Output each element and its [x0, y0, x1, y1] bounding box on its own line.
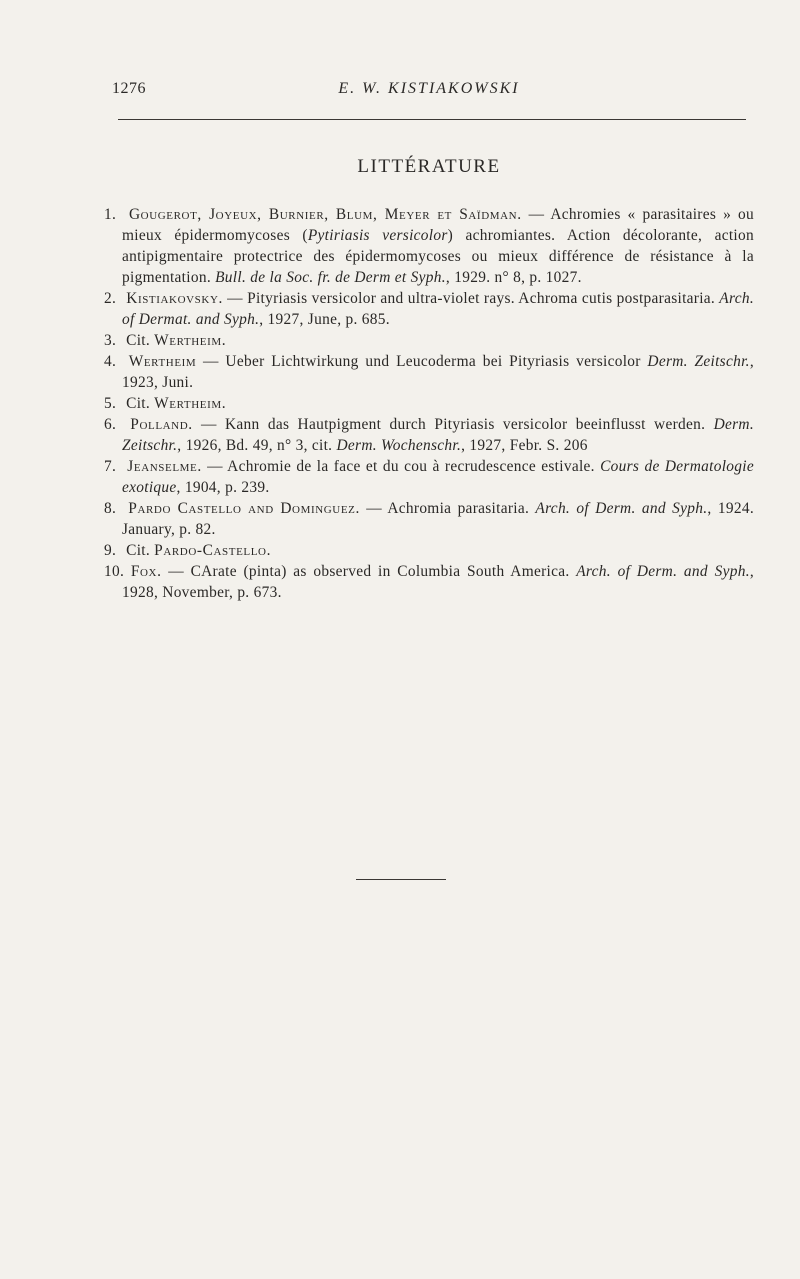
reference-number: 9.: [104, 542, 117, 559]
reference-text: ) achromiantes. Action décolorante, action antipigmentaire protectrice des épidermomycoses ou mieux différence de résistance à la pigmentation.: [122, 227, 754, 286]
reference-item: [104, 330, 754, 351]
reference-authors: Pardo Castello and Dominguez.: [128, 500, 360, 517]
reference-number: 5.: [104, 395, 117, 412]
reference-journal: Derm. Zeitschr.: [647, 353, 750, 370]
reference-item: [104, 456, 754, 498]
reference-item: [104, 288, 754, 330]
reference-cited-author: Pardo-Castello.: [154, 542, 272, 559]
reference-authors: Fox.: [130, 563, 162, 580]
reference-text: , 1926, Bd. 49, n° 3, cit.: [177, 437, 337, 454]
reference-authors: Wertheim: [128, 353, 197, 370]
reference-text: — Pityriasis versicolor and ultra-violet rays. Achroma cutis postparasitaria.: [222, 290, 720, 307]
reference-item: [104, 351, 754, 393]
reference-item: [104, 540, 754, 561]
reference-text: , 1927, June, p. 685.: [259, 311, 390, 328]
reference-journal: Arch. of Derm. and Syph.: [576, 563, 750, 580]
reference-authors: Polland.: [130, 416, 193, 433]
reference-text: — CArate (pinta) as observed in Columbia South America.: [161, 563, 577, 580]
reference-number: 4.: [104, 353, 117, 370]
page-number: 1276: [112, 80, 146, 97]
reference-journal: Cours de Dermatologie exotique: [122, 458, 754, 496]
reference-text: — Achromies « parasitaires » ou mieux épidermomycoses (: [122, 206, 754, 244]
reference-journal: Arch. of Derm. and Syph.: [535, 500, 708, 517]
reference-number: 2.: [104, 290, 117, 307]
reference-text: , 1904, p. 239.: [176, 479, 270, 496]
reference-text: — Kann das Hautpigment durch Pityriasis versicolor beeinflusst werden.: [192, 416, 714, 433]
reference-italic: Pytiriasis versicolor: [307, 227, 448, 244]
reference-number: 7.: [104, 458, 117, 475]
reference-journal: Derm. Wochenschr.: [336, 437, 462, 454]
reference-item: [104, 498, 754, 540]
reference-authors: Jeanselme.: [127, 458, 202, 475]
reference-journal: Derm. Zeitschr.: [122, 416, 754, 454]
reference-authors: Gougerot, Joyeux, Burnier, Blum, Meyer et Saïdman.: [128, 206, 522, 223]
reference-cited-author: Wertheim.: [154, 395, 227, 412]
reference-text: — Achromia parasitaria.: [359, 500, 536, 517]
reference-text: Cit.: [126, 542, 155, 559]
reference-number: 6.: [104, 416, 117, 433]
reference-text: , 1924. January, p. 82.: [122, 500, 754, 538]
reference-number: 8.: [104, 500, 117, 517]
reference-cited-author: Wertheim.: [154, 332, 227, 349]
reference-journal: Bull. de la Soc. fr. de Derm et Syph.: [215, 269, 446, 286]
reference-number: 3.: [104, 332, 117, 349]
reference-text: Cit.: [126, 395, 155, 412]
reference-text: , 1927, Febr. S. 206: [461, 437, 588, 454]
reference-list: [104, 204, 754, 603]
reference-text: , 1928, November, p. 673.: [122, 563, 754, 601]
reference-text: , 1929. n° 8, p. 1027.: [445, 269, 582, 286]
header-rule: [118, 119, 746, 120]
reference-item: [104, 561, 754, 603]
reference-text: — Ueber Lichtwirkung und Leucoderma bei Pityriasis versicolor: [196, 353, 648, 370]
reference-journal: Arch. of Dermat. and Syph.: [122, 290, 754, 328]
reference-text: , 1923, Juni.: [122, 353, 754, 391]
section-title: LITTÉRATURE: [357, 156, 501, 177]
reference-number: 1.: [104, 206, 117, 223]
running-header: [112, 80, 746, 106]
reference-text: — Achromie de la face et du cou à recrudescence estivale.: [201, 458, 601, 475]
end-rule: [356, 879, 446, 880]
reference-authors: Kistiakovsky.: [126, 290, 223, 307]
reference-number: 10.: [104, 563, 125, 580]
reference-text: Cit.: [126, 332, 155, 349]
reference-item: [104, 393, 754, 414]
reference-item: [104, 204, 754, 288]
reference-item: [104, 414, 754, 456]
running-title: E. W. KISTIAKOWSKI: [338, 80, 520, 97]
